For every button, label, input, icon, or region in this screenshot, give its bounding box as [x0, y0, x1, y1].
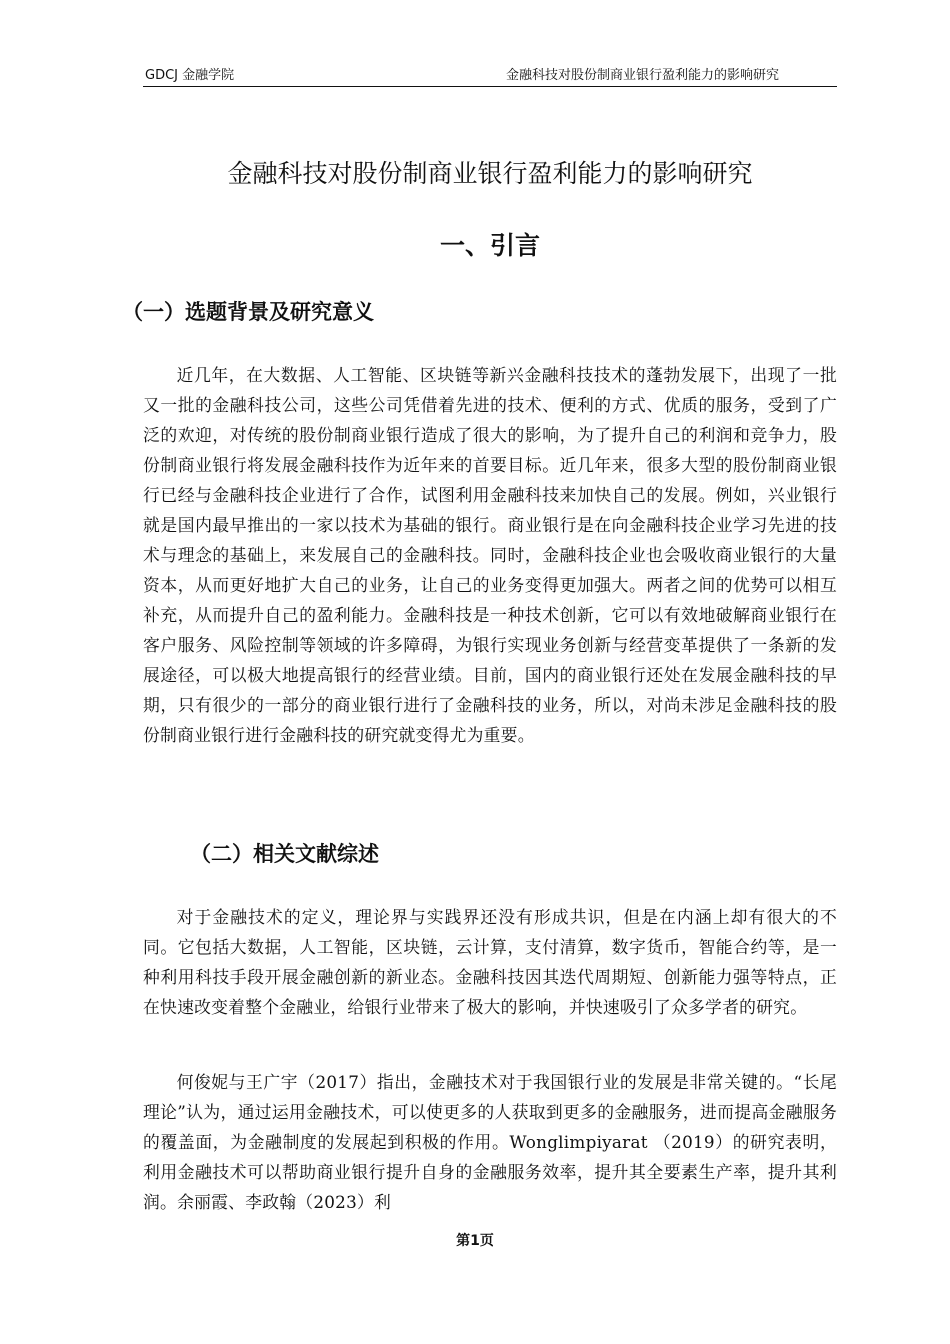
header-institution: GDCJ 金融学院 [145, 68, 235, 83]
header-running-title: 金融科技对股份制商业银行盈利能力的影响研究 [505, 68, 779, 83]
subsection-heading-literature-review: （二）相关文献综述 [190, 842, 379, 866]
page-header [143, 66, 837, 87]
paragraph-literature-definition: 对于金融技术的定义，理论界与实践界还没有形成共识，但是在内涵上却有很大的不同。它包括大数据，人工智能，区块链，云计算，支付清算，数字货币，智能合约等，是一种利用科技手段开展金融创新的新业态。金融科技因其迭代周期短、创新能力强等特点，正在快速改变着整个金融业，给银行业带来了极大的影响，并快速吸引了众多学者的研究。 [143, 907, 837, 1017]
document-title: 金融科技对股份制商业银行盈利能力的影响研究 [227, 159, 753, 188]
subsection-heading-background: （一）选题背景及研究意义 [122, 300, 374, 324]
page-number: 第1页 [456, 1233, 494, 1249]
paragraph-background: 近几年，在大数据、人工智能、区块链等新兴金融科技技术的蓬勃发展下，出现了一批又一批的金融科技公司，这些公司凭借着先进的技术、便利的方式、优质的服务，受到了广泛的欢迎，对传统的股份制商业银行造成了很大的影响，为了提升自己的利润和竞争力，股份制商业银行将发展金融科技作为近年来的首要目标。近几年来，很多大型的股份制商业银行已经与金融科技企业进行了合作，试图利用金融科技来加快自己的发展。例如，兴业银行就是国内最早推出的一家以技术为基础的银行。商业银行是在向金融科技企业学习先进的技术与理念的基础上，来发展自己的金融科技。同时，金融科技企业也会吸收商业银行的大量资本，从而更好地扩大自己的业务，让自己的业务变得更加强大。两者之间的优势可以相互补充，从而提升自己的盈利能力。金融科技是一种技术创新，它可以有效地破解商业银行在客户服务、风险控制等领域的许多障碍，为银行实现业务创新与经营变革提供了一条新的发展途径，可以极大地提高银行的经营业绩。目前，国内的商业银行还处在发展金融科技的早期，只有很少的一部分的商业银行进行了金融科技的业务，所以，对尚未涉足金融科技的股份制商业银行进行金融科技的研究就变得尤为重要。 [143, 365, 837, 745]
paragraph-literature-studies: 何俊妮与王广宇（2017）指出，金融技术对于我国银行业的发展是非常关键的。“长尾理论”认为，通过运用金融技术，可以使更多的人获取到更多的金融服务，进而提高金融服务的覆盖面，为金融制度的发展起到积极的作用。Wonglimpiyarat （2019）的研究表明，利用金融技术可以帮助商业银行提升自身的金融服务效率，提升其全要素生产率，提升其利润。余丽霞、李政翰（2023）利 [143, 1072, 837, 1212]
section-heading-introduction: 一、引言 [439, 231, 540, 260]
